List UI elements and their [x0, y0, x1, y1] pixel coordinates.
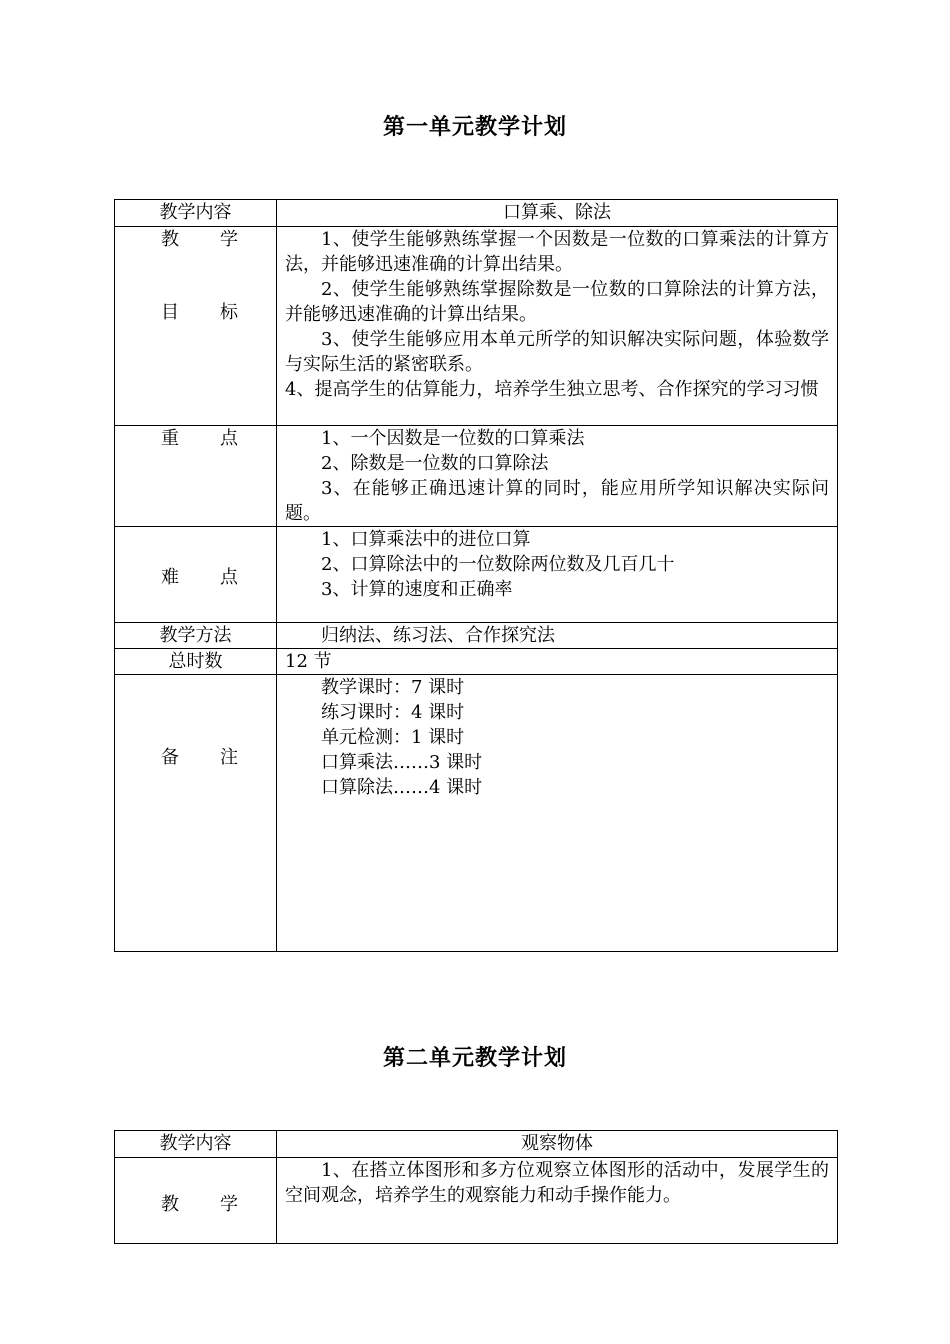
goals-cell	[277, 227, 838, 426]
note-item: 练习课时：4 课时	[321, 702, 465, 723]
goals-label-char: 学	[220, 1194, 238, 1215]
goals-label	[115, 1158, 277, 1244]
content-label: 教学内容	[115, 1131, 277, 1158]
goals-label-char: 教	[161, 229, 179, 250]
goal-item: 3、使学生能够应用本单元所学的知识解决实际问题，体验数学与实际生活的紧密联系。	[285, 329, 829, 375]
goals-cell	[277, 1158, 838, 1244]
content-value: 口算乘、除法	[277, 200, 838, 227]
row-goals	[115, 1158, 838, 1244]
goals-label-char: 目	[161, 302, 179, 323]
goal-item: 1、使学生能够熟练掌握一个因数是一位数的口算乘法的计算方法，并能够迅速准确的计算出结果。	[285, 229, 829, 275]
diff-label-char: 点	[220, 567, 238, 588]
goal-item: 2、使学生能够熟练掌握除数是一位数的口算除法的计算方法，并能够迅速准确的计算出结果。	[285, 279, 829, 325]
goal-item: 4、提高学生的估算能力，培养学生独立思考、合作探究的学习习惯	[285, 379, 819, 400]
goals-label-char: 学	[220, 229, 238, 250]
key-point-item: 2、除数是一位数的口算除法	[321, 453, 549, 474]
row-content	[115, 200, 838, 227]
note-item: 口算除法……4 课时	[321, 777, 483, 798]
note-item: 教学课时：7 课时	[321, 677, 465, 698]
method-value	[277, 623, 838, 649]
row-hours	[115, 649, 838, 675]
difficulty-item: 1、口算乘法中的进位口算	[321, 529, 531, 550]
key-points-label	[115, 426, 277, 527]
difficulties-cell	[277, 527, 838, 623]
goals-label	[115, 227, 277, 426]
unit1-plan-table	[114, 199, 838, 952]
note-item: 单元检测：1 课时	[321, 727, 465, 748]
hours-label: 总时数	[115, 649, 277, 675]
unit2-title: 第二单元教学计划	[382, 1046, 567, 1071]
method-text: 归纳法、练习法、合作探究法	[321, 625, 555, 646]
goal-item: 1、在搭立体图形和多方位观察立体图形的活动中，发展学生的空间观念，培养学生的观察能力和动手操作能力。	[285, 1160, 829, 1206]
unit2-plan-table	[114, 1130, 838, 1244]
diff-label-char: 难	[161, 567, 179, 588]
difficulty-item: 3、计算的速度和正确率	[321, 579, 513, 600]
method-label: 教学方法	[115, 623, 277, 649]
notes-label-char: 备	[161, 747, 179, 768]
notes-cell	[277, 675, 838, 952]
content-label: 教学内容	[115, 200, 277, 227]
row-goals	[115, 227, 838, 426]
hours-value: 12 节	[277, 649, 838, 675]
row-notes	[115, 675, 838, 952]
key-label-char: 重	[161, 428, 179, 449]
unit1-title: 第一单元教学计划	[382, 115, 567, 140]
goals-label-char: 标	[220, 302, 238, 323]
key-points-cell	[277, 426, 838, 527]
row-content	[115, 1131, 838, 1158]
goals-label-char: 教	[161, 1194, 179, 1215]
notes-label-char: 注	[220, 747, 238, 768]
key-point-item: 3、在能够正确迅速计算的同时，能应用所学知识解决实际问题。	[285, 478, 829, 524]
content-value: 观察物体	[277, 1131, 838, 1158]
notes-label	[115, 675, 277, 952]
row-key-points	[115, 426, 838, 527]
difficulty-item: 2、口算除法中的一位数除两位数及几百几十	[321, 554, 675, 575]
difficulties-label	[115, 527, 277, 623]
key-label-char: 点	[220, 428, 238, 449]
row-difficulties	[115, 527, 838, 623]
row-method	[115, 623, 838, 649]
key-point-item: 1、一个因数是一位数的口算乘法	[321, 428, 585, 449]
note-item: 口算乘法……3 课时	[321, 752, 483, 773]
